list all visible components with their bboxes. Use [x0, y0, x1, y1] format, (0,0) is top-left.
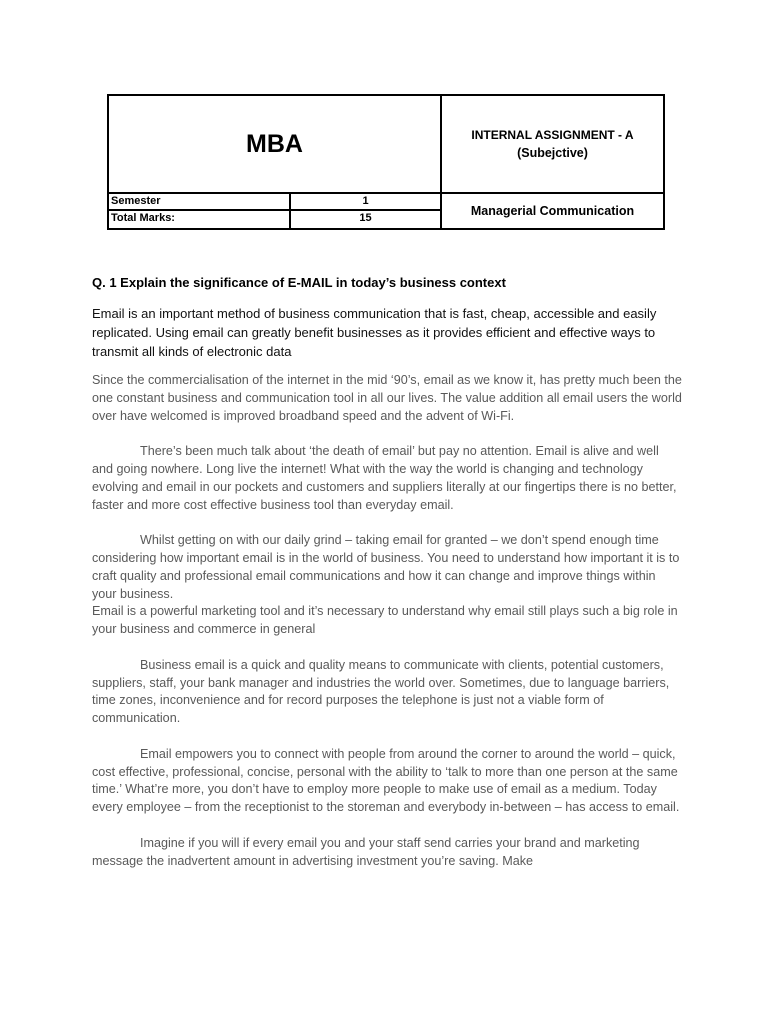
- marks-label: Total Marks:: [111, 212, 175, 224]
- marks-row: [109, 211, 442, 228]
- answer-body: [92, 372, 682, 870]
- program-cell: [109, 96, 442, 194]
- intro-paragraph: Email is an important method of business communication that is fast, cheap, accessible and easily replicated. Using email can greatly benefit businesses as it provides efficient and effective ways to transmit all kinds of electronic data: [92, 306, 657, 359]
- paragraph: There’s been much talk about ‘the death of email’ but pay no attention. Email is alive and well and going nowhere. Long live the internet! What with the way the world is changing and technology evolving and email in our pockets and customers and suppliers literally at our fingertips there is no better, faster and more cost effective business tool than everyday email.: [92, 444, 677, 512]
- marks-value: 15: [289, 211, 440, 228]
- question-heading: Q. 1 Explain the significance of E-MAIL in today’s business context: [92, 275, 506, 290]
- paragraph: Business email is a quick and quality means to communicate with clients, potential customers, suppliers, staff, your bank manager and industries the world over. Sometimes, due to language barriers, time zones, inconvenience and for record purposes the telephone is just not a viable form of communication.: [92, 657, 670, 726]
- assignment-title: INTERNAL ASSIGNMENT - A: [471, 128, 634, 142]
- subject-cell: [442, 194, 663, 228]
- semester-row: [109, 194, 442, 211]
- subject-name: Managerial Communication: [470, 204, 635, 218]
- assignment-type: (Subejctive): [517, 146, 588, 160]
- paragraph: Since the commercialisation of the internet in the mid ‘90’s, email as we know it, has pretty much been the one constant business and communication tool in all our lives. The value addition all email users the world over have welcomed is improved broadband speed and the advent of Wi-Fi.: [92, 373, 682, 423]
- paragraph: Email empowers you to connect with people from around the corner to around the world – quick, cost effective, professional, concise, personal with the ability to ‘talk to more than one person at the same time.’ What’re more, you don’t have to employ more people to make use of email as a medium. Today every employee – from the receptionist to the storeman and everybody in-between – has access to email.: [92, 746, 680, 815]
- assignment-header-table: [107, 94, 665, 230]
- paragraph: Whilst getting on with our daily grind – taking email for granted – we don’t spend enough time considering how important email is in the world of business. You need to understand how important it is to craft quality and professional email communications and how it can change and improve things within your business.: [92, 533, 680, 601]
- semester-label: Semester: [111, 195, 161, 207]
- program-title: MBA: [246, 129, 303, 158]
- paragraph: Imagine if you will if every email you and your staff send carries your brand and marketing message the inadvertent amount in advertising investment you’re saving. Make: [92, 835, 640, 868]
- assignment-cell: [442, 96, 663, 194]
- paragraph: Email is a powerful marketing tool and it’s necessary to understand why email still plays such a big role in your business and commerce in general: [92, 604, 678, 637]
- semester-value: 1: [289, 194, 440, 209]
